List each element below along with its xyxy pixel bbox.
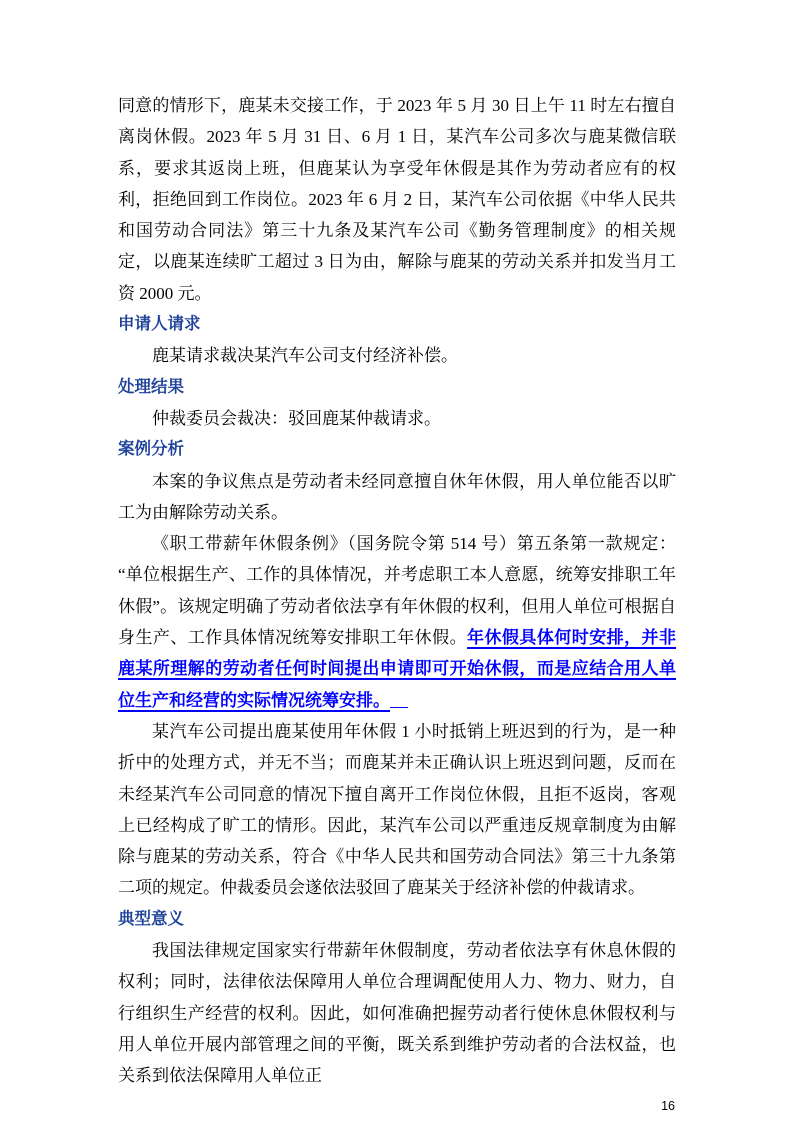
section-heading-applicant-request: 申请人请求 (118, 315, 201, 334)
paragraph-applicant-request: 鹿某请求裁决某汽车公司支付经济补偿。 (152, 346, 458, 366)
analysis-2-normal-text: 《职工带薪年休假条例》（国务院令第 514 号）第五条第一款规定：“单位根据生产、工作的具体情况，并考虑职工本人意愿，统筹安排职工年休假”。该规定明确了劳动者依法享有年休假的权利，但用人单位可根据自身生产、工作具体情况统筹安排职工年休假。 (118, 534, 676, 648)
paragraph-result: 仲裁委员会裁决：驳回鹿某仲裁请求。 (152, 408, 441, 428)
document-content (118, 90, 676, 1092)
section-heading-significance: 典型意义 (118, 909, 184, 928)
paragraph-analysis-3: 某汽车公司提出鹿某使用年休假 1 小时抵销上班迟到的行为，是一种折中的处理方式，并无不当；而鹿某并未正确认识上班迟到问题，反而在未经某汽车公司同意的情况下擅自离开工作岗位休假，且拒不返岗，客观上已经构成了旷工的情形。因此，某汽车公司以严重违反规章制度为由解除与鹿某的劳动关系，符合《中华人民共和国劳动合同法》第三十九条第二项的规定。仲裁委员会遂依法驳回了鹿某关于经济补偿的仲裁请求。 (118, 721, 676, 898)
paragraph-analysis-2 (118, 528, 676, 716)
paragraph-case-background-continued: 同意的情形下，鹿某未交接工作，于 2023 年 5 月 30 日上午 11 时左右擅自离岗休假。2023 年 5 月 31 日、6 月 1 日，某汽车公司多次与鹿某微信联系，要求其返岗上班，但鹿某认为享受年休假是其作为劳动者应有的权利，拒绝回到工作岗位。2023 年 6 月 2 日，某汽车公司依据《中华人民共和国劳动合同法》第三十九条及某汽车公司《勤务管理制度》的相关规定，以鹿某连续旷工超过 3 日为由，解除与鹿某的劳动关系并扣发当月工资 2000 元。 (118, 96, 676, 303)
emphasis-underline-tail (390, 690, 408, 708)
page-number: 16 (661, 1099, 675, 1113)
section-heading-analysis: 案例分析 (118, 440, 184, 459)
paragraph-significance: 我国法律规定国家实行带薪年休假制度，劳动者依法享有休息休假的权利；同时，法律依法保障用人单位合理调配使用人力、物力、财力，自行组织生产经营的权利。因此，如何准确把握劳动者行使休息休假权利与用人单位开展内部管理之间的平衡，既关系到维护劳动者的合法权益，也关系到依法保障用人单位正 (118, 941, 676, 1086)
section-heading-result: 处理结果 (118, 377, 184, 396)
paragraph-analysis-1: 本案的争议焦点是劳动者未经同意擅自休年休假，用人单位能否以旷工为由解除劳动关系。 (118, 471, 676, 522)
analysis-2-emphasized-text: 年休假具体何时安排，并非鹿某所理解的劳动者任何时间提出申请即可开始休假，而是应结合用人单位生产和经营的实际情况统筹安排。 (118, 628, 676, 710)
